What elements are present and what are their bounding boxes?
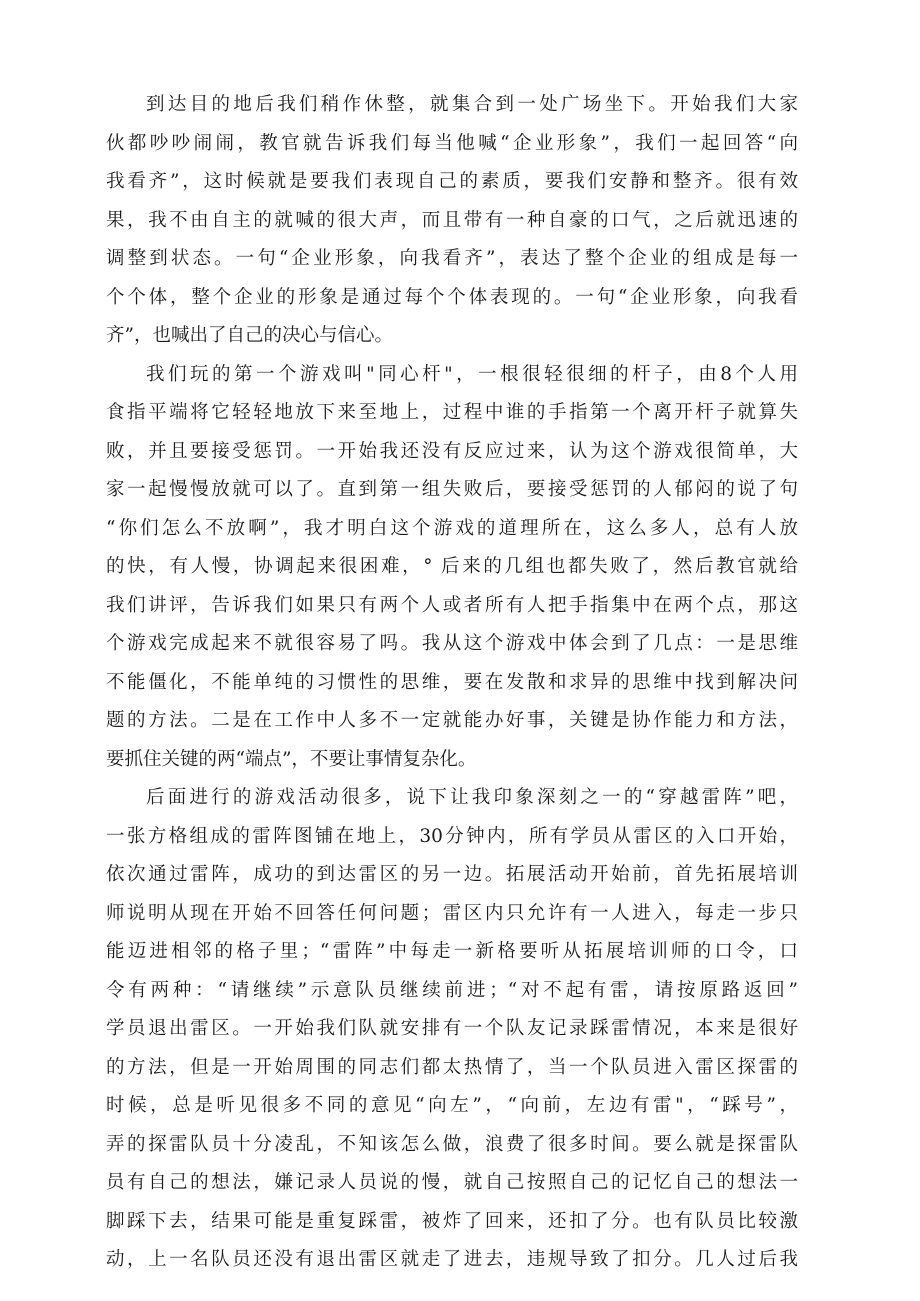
text-line: 员有自己的想法，嫌记录人员说的慢，就自己按照自己的记忆自己的想法一 (106, 1172, 798, 1193)
text-line: 动，上一名队员还没有退出雷区就走了进去，违规导致了扣分。几人过后我 (106, 1249, 798, 1270)
article-body (106, 86, 798, 1280)
paragraph-2 (106, 356, 798, 780)
text-line: 我看齐”，这时候就是要我们表现自己的素质，要我们安静和整齐。很有效 (106, 171, 798, 192)
text-line: 食指平端将它轻轻地放下来至地上，过程中谁的手指第一个离开杆子就算失 (106, 402, 798, 423)
text-line: 个个体，整个企业的形象是通过每个个体表现的。一句“企业形象，向我看 (106, 286, 798, 308)
text-line: 弄的探雷队员十分凌乱，不知该怎么做，浪费了很多时间。要么就是探雷队 (106, 1133, 798, 1155)
text-line: 调整到状态。一句“企业形象，向我看齐”，表达了整个企业的组成是每一 (106, 248, 798, 269)
text-line: 个游戏完成起来不就很容易了吗。我从这个游戏中体会到了几点：一是思维 (106, 633, 798, 654)
text-line: 后面进行的游戏活动很多，说下让我印象深刻之一的“穿越雷阵”吧， (146, 787, 798, 808)
text-line: 家一起慢慢放就可以了。直到第一组失败后，要接受惩罚的人郁闷的说了句 (106, 479, 798, 500)
text-line: “你们怎么不放啊”，我才明白这个游戏的道理所在，这么多人，总有人放 (106, 517, 798, 539)
text-line: 不能僵化，不能单纯的习惯性的思维，要在发散和求异的思维中找到解决问 (106, 671, 798, 693)
text-line: 令有两种：“请继续”示意队员继续前进；“对不起有雷，请按原路返回” (106, 979, 798, 1001)
text-line: 败，并且要接受惩罚。一开始我还没有反应过来，认为这个游戏很简单，大 (106, 440, 798, 462)
text-line: 到达目的地后我们稍作休整，就集合到一处广场坐下。开始我们大家 (146, 94, 798, 115)
text-line: 要抓住关键的两“端点”，不要让事情复杂化。 (106, 748, 477, 770)
text-line: 能迈进相邻的格子里；“雷阵”中每走一新格要听从拓展培训师的口令，口 (106, 941, 798, 962)
text-line: 依次通过雷阵，成功的到达雷区的另一边。拓展活动开始前，首先拓展培训 (106, 864, 798, 885)
paragraph-3 (106, 779, 798, 1280)
text-line: 的快，有人慢，协调起来很困难，° 后来的几组也都失败了，然后教官就给 (106, 556, 798, 577)
text-line: 时候，总是听见很多不同的意见“向左”，“向前，左边有雷"，“踩号”， (106, 1095, 798, 1116)
text-line: 伙都吵吵闹闹，教官就告诉我们每当他喊“企业形象”，我们一起回答“向 (106, 132, 798, 154)
text-line: 我们讲评，告诉我们如果只有两个人或者所有人把手指集中在两个点，那这 (106, 594, 798, 616)
paragraph-1 (106, 86, 798, 356)
text-line: 的方法，但是一开始周围的同志们都太热情了，当一个队员进入雷区探雷的 (106, 1056, 798, 1078)
text-line: 脚踩下去，结果可能是重复踩雷，被炸了回来，还扣了分。也有队员比较激 (106, 1210, 798, 1232)
text-line: 学员退出雷区。一开始我们队就安排有一个队友记录踩雷情况，本来是很好 (106, 1018, 798, 1039)
text-line: 题的方法。二是在工作中人多不一定就能办好事，关键是协作能力和方法， (106, 710, 798, 731)
text-line: 齐”，也喊出了自己的决心与信心。 (106, 325, 393, 346)
text-line: 一张方格组成的雷阵图铺在地上，30分钟内，所有学员从雷区的入口开始， (106, 825, 798, 847)
text-line: 我们玩的第一个游戏叫"同心杆"，一根很轻很细的杆子，由8个人用 (146, 363, 798, 385)
text-line: 果，我不由自主的就喊的很大声，而且带有一种自豪的口气，之后就迅速的 (106, 209, 798, 231)
text-line: 师说明从现在开始不回答任何问题；雷区内只允许有一人进入，每走一步只 (106, 902, 798, 924)
